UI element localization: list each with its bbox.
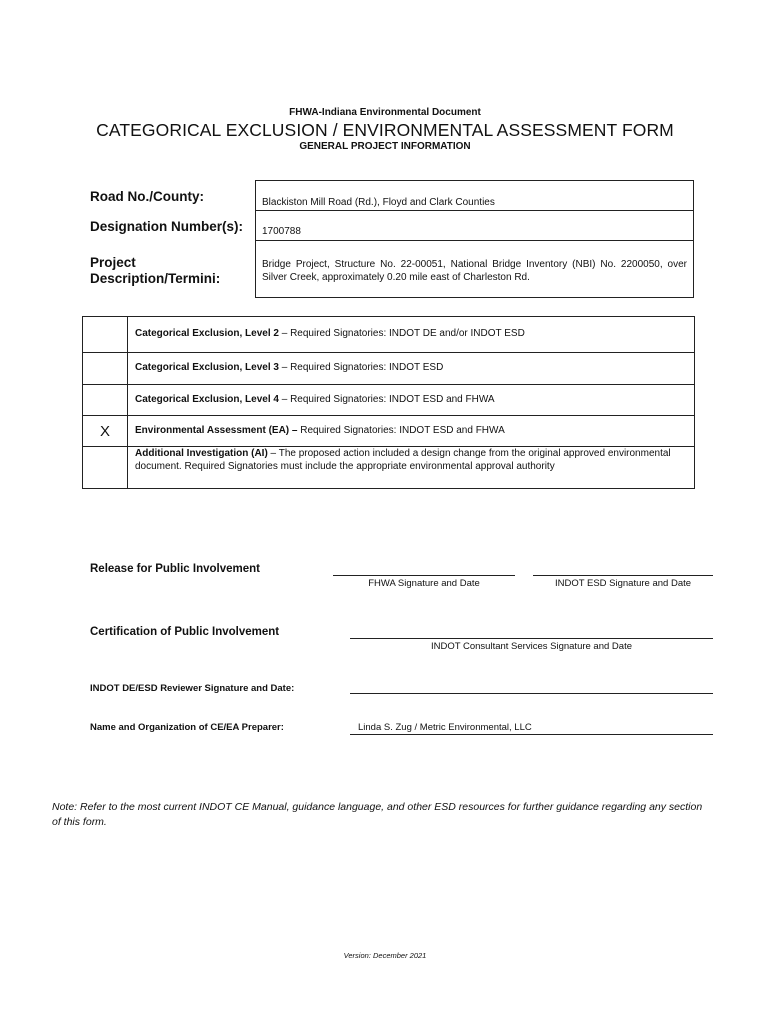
option-row-ai	[83, 447, 694, 488]
option-text-ea: Environmental Assessment (EA) – Required Signatories: INDOT ESD and FHWA	[135, 425, 505, 436]
description-label-line2: Description/Termini:	[90, 271, 221, 286]
preparer-value: Linda S. Zug / Metric Environmental, LLC	[358, 722, 532, 733]
reviewer-signature-line[interactable]	[350, 693, 713, 694]
option-row-ea	[83, 416, 694, 447]
road-field[interactable]	[255, 180, 694, 211]
form-subtitle: FHWA-Indiana Environmental Document	[289, 107, 481, 118]
designation-label: Designation Number(s):	[90, 219, 244, 234]
description-value: Bridge Project, Structure No. 22-00051, National Bridge Inventory (NBI) No. 2200050, over Silver Creek, approximately 0.20 mile east of Charleston Rd.	[262, 259, 687, 283]
option-row-ce2	[83, 317, 694, 353]
option-text-ce3: Categorical Exclusion, Level 3 – Required Signatories: INDOT ESD	[135, 362, 444, 374]
reviewer-label: INDOT DE/ESD Reviewer Signature and Date:	[90, 683, 295, 694]
option-checkbox-ea[interactable]: X	[83, 416, 128, 446]
certification-label: Certification of Public Involvement	[90, 626, 280, 638]
option-row-ce3	[83, 353, 694, 385]
indot-esd-signature-line[interactable]	[533, 575, 713, 576]
option-row-ce4	[83, 385, 694, 416]
road-value: Blackiston Mill Road (Rd.), Floyd and Clark Counties	[262, 197, 495, 208]
consultant-signature-line[interactable]	[350, 638, 713, 639]
section-heading: GENERAL PROJECT INFORMATION	[299, 141, 471, 152]
option-text-ce4: Categorical Exclusion, Level 4 – Required Signatories: INDOT ESD and FHWA	[135, 393, 495, 405]
designation-value: 1700788	[262, 226, 301, 237]
description-label-line1: Project	[90, 255, 136, 270]
indot-esd-signature-caption: INDOT ESD Signature and Date	[554, 578, 692, 589]
guidance-note: Note: Refer to the most current INDOT CE Manual, guidance language, and other ESD resources for further guidance regarding any section of this form.	[52, 801, 703, 828]
preparer-label: Name and Organization of CE/EA Preparer:	[90, 722, 284, 733]
consultant-signature-caption: INDOT Consultant Services Signature and Date	[430, 641, 632, 652]
release-label: Release for Public Involvement	[90, 563, 261, 575]
description-label	[90, 255, 220, 287]
option-text-ai: Additional Investigation (AI) – The proposed action included a design change from the original approved environmental document. Required Signatories must include the appropriate environmental approval authority	[135, 448, 671, 472]
option-text-ce2: Categorical Exclusion, Level 2 – Required Signatories: INDOT DE and/or INDOT ESD	[135, 328, 525, 340]
option-checkbox-ai[interactable]	[83, 447, 128, 488]
form-title: CATEGORICAL EXCLUSION / ENVIRONMENTAL ASSESSMENT FORM	[96, 120, 674, 140]
road-label: Road No./County:	[90, 189, 204, 204]
preparer-line[interactable]	[350, 734, 713, 735]
document-type-table	[82, 316, 695, 489]
designation-field[interactable]	[255, 210, 694, 241]
fhwa-signature-caption: FHWA Signature and Date	[368, 578, 480, 589]
version-label: Version: December 2021	[343, 951, 427, 960]
option-checkbox-ce2[interactable]	[83, 317, 128, 352]
option-checkbox-ce4[interactable]	[83, 385, 128, 415]
description-field[interactable]	[255, 240, 694, 298]
option-checkbox-ce3[interactable]	[83, 353, 128, 384]
fhwa-signature-line[interactable]	[333, 575, 515, 576]
